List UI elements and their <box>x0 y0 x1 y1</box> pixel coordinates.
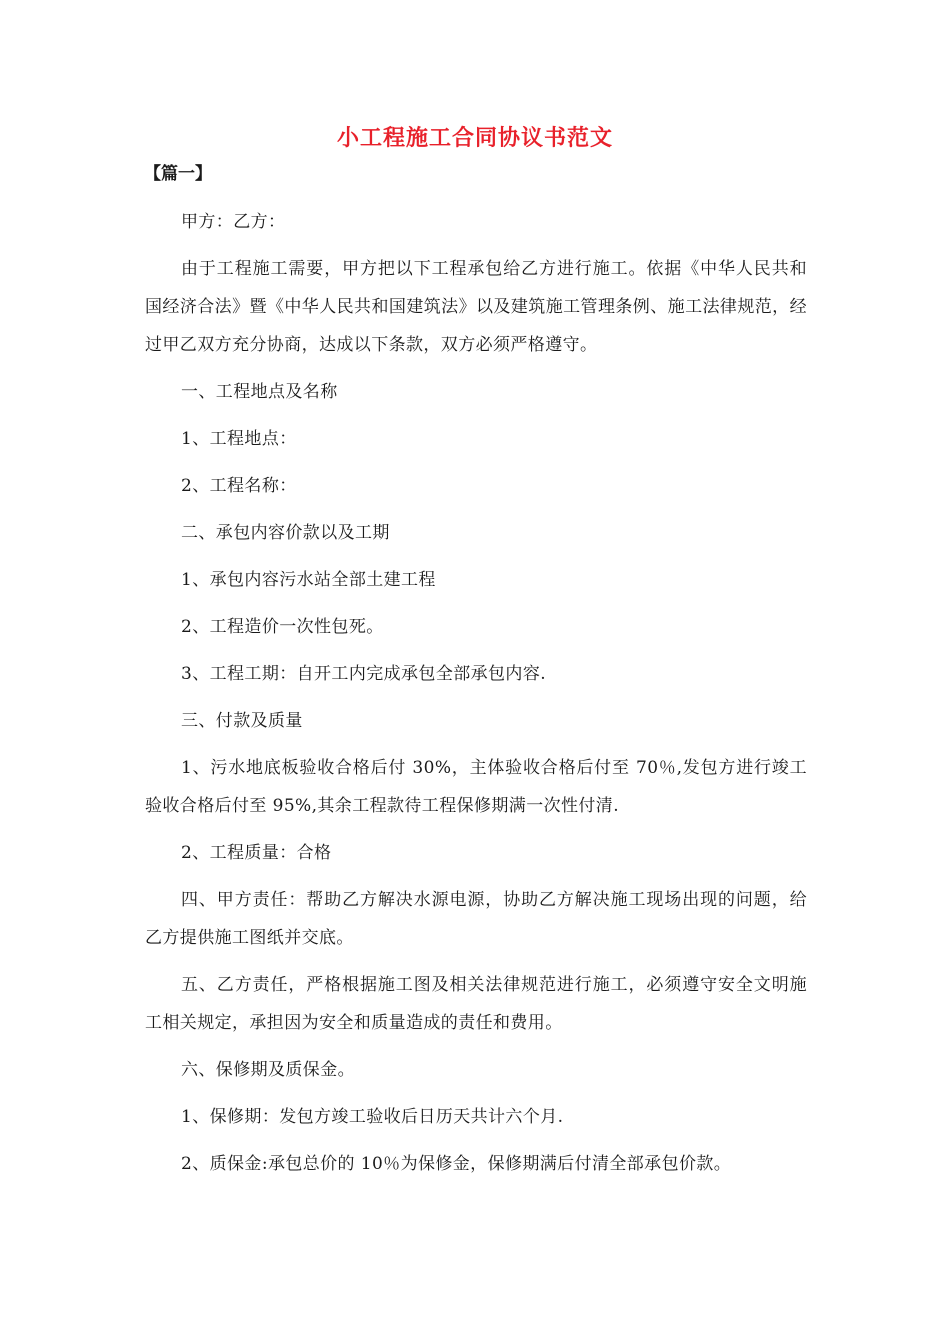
paragraph-preamble: 由于工程施工需要，甲方把以下工程承包给乙方进行施工。依据《中华人民共和国经济合法》暨《中华人民共和国建筑法》以及建筑施工管理条例、施工法律规范，经过甲乙双方充分协商，达成以下条款，双方必须严格遵守。 <box>145 259 807 355</box>
paragraph-scope: 1、承包内容污水站全部土建工程 <box>181 570 436 590</box>
paragraph-cost: 2、工程造价一次性包死。 <box>181 617 384 637</box>
document-title: 小工程施工合同协议书范文 <box>336 125 613 151</box>
heading-location-name: 一、工程地点及名称 <box>181 382 338 402</box>
paragraph-warranty-period: 1、保修期：发包方竣工验收后日历天共计六个月. <box>181 1107 564 1127</box>
paragraph-parties: 甲方：乙方： <box>181 212 286 232</box>
paragraph-period: 3、工程工期：自开工内完成承包全部承包内容. <box>181 664 547 684</box>
paragraph-retention: 2、质保金:承包总价的 10％为保修金，保修期满后付清全部承包价款。 <box>181 1154 732 1174</box>
heading-warranty: 六、保修期及质保金。 <box>181 1060 355 1080</box>
paragraph-payment: 1、污水地底板验收合格后付 30%，主体验收合格后付至 70％,发包方进行竣工验收合格后付至 95%,其余工程款待工程保修期满一次性付清. <box>145 758 807 816</box>
paragraph-project-name: 2、工程名称： <box>181 476 297 496</box>
document-body <box>145 203 807 1192</box>
paragraph-party-b-duty: 五、乙方责任，严格根据施工图及相关法律规范进行施工，必须遵守安全文明施工相关规定，承担因为安全和质量造成的责任和费用。 <box>145 975 807 1033</box>
paragraph-quality: 2、工程质量：合格 <box>181 843 332 863</box>
heading-scope-price-period: 二、承包内容价款以及工期 <box>181 523 390 543</box>
paragraph-party-a-duty: 四、甲方责任：帮助乙方解决水源电源，协助乙方解决施工现场出现的问题，给乙方提供施工图纸并交底。 <box>145 890 807 948</box>
heading-payment-quality: 三、付款及质量 <box>181 711 303 731</box>
section-tag: 【篇一】 <box>144 164 212 184</box>
paragraph-location: 1、工程地点： <box>181 429 297 449</box>
